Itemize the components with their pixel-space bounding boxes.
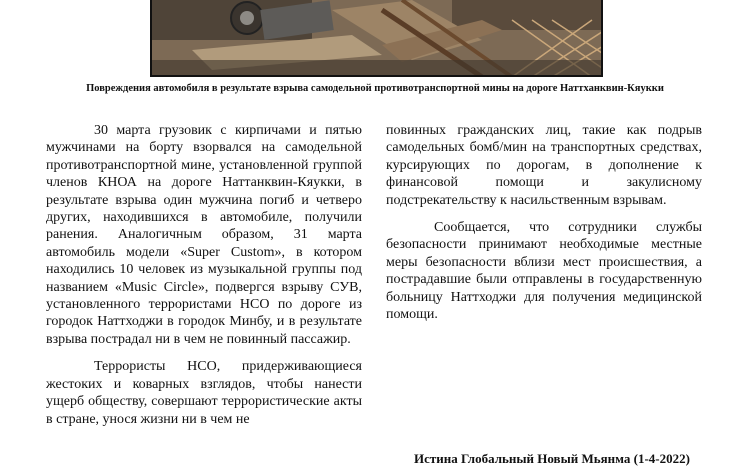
article-paragraph: 30 марта грузовик с кирпичами и пятью мужчинами на борту взорвался на самодельной противотранспортной мине, установленной группой членов КНОА на дороге Наттанквин-Кяукки, в результате взрыва один мужчина погиб и четверо других, находившихся в автомобиле, получили ранения. Аналогичным образом, 31 марта автомобиль модели «Super Custom», в котором находились 10 человек из музыкальной группы под названием «Music Circle», подвергся взрыву СУВ, установленного террористами НСО по дороге из городок Наттходжи в городок Минбу, и в результате взрыва пострадал ни в чем не повинный пассажир.	[46, 123, 362, 347]
news-photo	[150, 0, 603, 77]
source-footer: Истина Глобальный Новый Мьянма (1-4-2022)	[414, 451, 690, 466]
article-paragraph: Террористы НСО, придерживающиеся жестоких и коварных взглядов, чтобы нанести ущерб обществу, совершают террористические акты в стране, унося жизни ни в чем не	[46, 359, 362, 427]
photo-caption: Повреждения автомобиля в результате взрыва самодельной противотранспортной мины на дороге Наттханквин-Кяукки	[86, 83, 664, 94]
article-paragraph: повинных гражданских лиц, такие как подрыв самодельных бомб/мин на транспортных средствах, курсирующих по дорогам, в дополнение к финансовой помощи и закулисному подстрекательству к насильственным взрывам.	[386, 123, 702, 208]
damaged-vehicle-photo-icon	[152, 0, 603, 77]
article-column-right	[386, 122, 702, 329]
article-paragraph: Сообщается, что сотрудники службы безопасности принимают необходимые местные меры безопасности вблизи мест происшествия, а пострадавшие были отправлены в государственную больницу Наттходжи для получения медицинской помощи.	[386, 220, 702, 323]
article-column-left	[46, 122, 362, 434]
